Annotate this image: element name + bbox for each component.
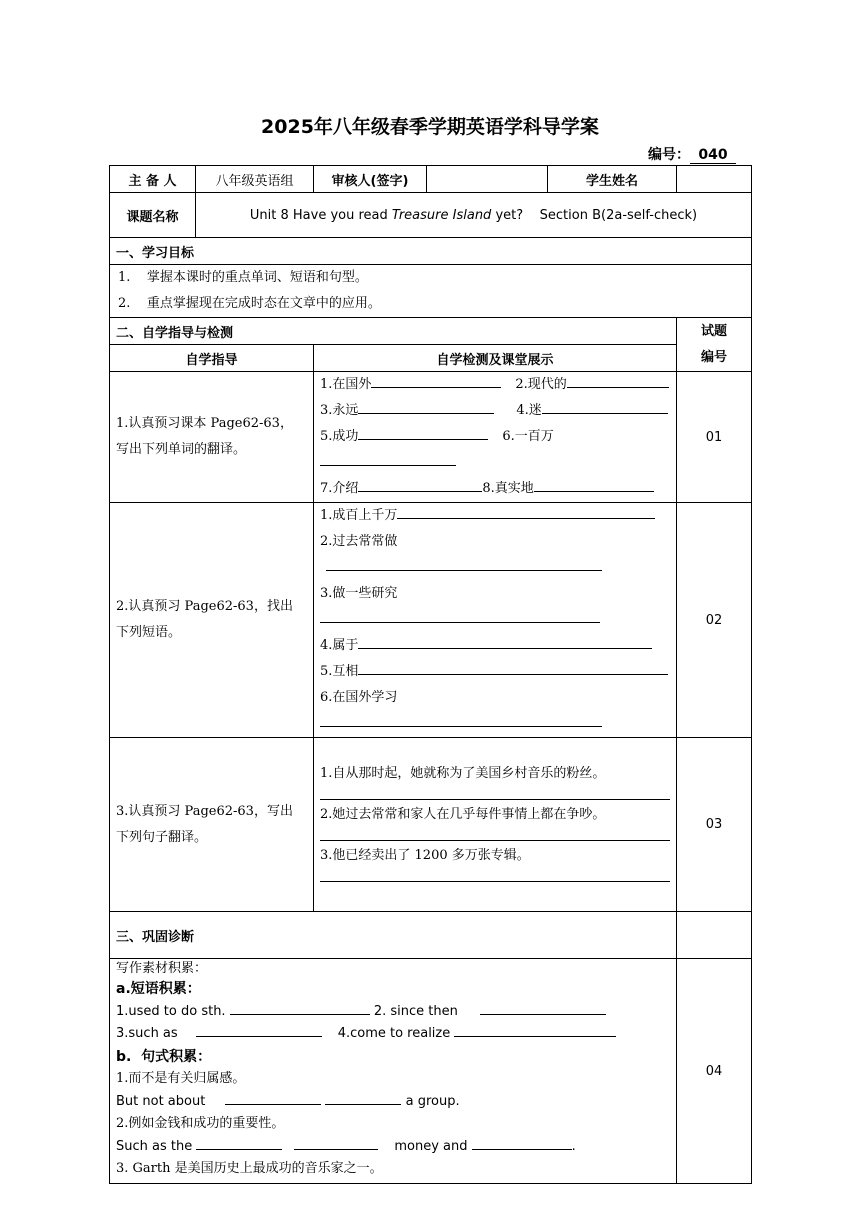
- page-title: 2025年八年级春季学期英语学科导学案: [261, 116, 599, 138]
- answer-blank[interactable]: [567, 373, 669, 388]
- learning-goals: [110, 265, 752, 318]
- answer-blank[interactable]: [358, 660, 668, 675]
- section2-heading: 二、自学指导与检测: [110, 318, 677, 345]
- phrase-item: 4.属于: [320, 638, 359, 653]
- phrase-prompt: 2. since then: [373, 1003, 458, 1019]
- phrase-prompt: 1.used to do sth.: [116, 1003, 226, 1019]
- guide-phrases: 2.认真预习 Page62-63，找出下列短语。: [110, 503, 314, 738]
- answer-blank[interactable]: [358, 399, 494, 414]
- question-id: 04: [677, 959, 752, 1184]
- answer-blank[interactable]: [196, 1136, 282, 1150]
- phrase-prompt: 3.such as: [116, 1026, 178, 1041]
- sentence-item: 1.自从那时起，她就称为了美国乡村音乐的粉丝。: [320, 766, 606, 781]
- answer-blank[interactable]: [397, 504, 655, 519]
- sentence-item: 2.她过去常常和家人在几乎每件事情上都在争吵。: [320, 807, 606, 822]
- answer-line[interactable]: [320, 869, 670, 882]
- word-item: 3.永远: [320, 403, 359, 418]
- phrase-item: 5.互相: [320, 664, 359, 679]
- question-id: 03: [677, 738, 752, 912]
- answer-blank[interactable]: [326, 556, 602, 571]
- column-header-guide: 自学指导: [110, 345, 314, 372]
- phrase-list: [314, 503, 677, 738]
- sentence-cn: 3. Garth 是美国历史上最成功的音乐家之一。: [116, 1161, 383, 1176]
- phrase-item: 3.做一些研究: [320, 586, 398, 601]
- sentence-prompt: .: [571, 1138, 576, 1154]
- student-name-field[interactable]: [677, 166, 752, 193]
- topic-value: Unit 8 Have you read Treasure Island yet? Section B(2a-self-check): [196, 193, 752, 238]
- answer-blank[interactable]: [542, 399, 668, 414]
- word-translation-list: [314, 372, 677, 503]
- sentence-translation-list: [314, 738, 677, 912]
- word-item: 8.真实地: [482, 481, 534, 496]
- answer-line[interactable]: [320, 787, 670, 800]
- word-item: 2.现代的: [515, 377, 567, 392]
- answer-blank[interactable]: [325, 1091, 401, 1105]
- word-item: 7.介绍: [320, 481, 359, 496]
- lead-label: 主 备 人: [110, 166, 196, 193]
- answer-blank[interactable]: [371, 373, 501, 388]
- topic-label: 课题名称: [110, 193, 196, 238]
- sentence-item: 3.他已经卖出了 1200 多万张专辑。: [320, 848, 530, 863]
- reviewer-signature-field[interactable]: [427, 166, 548, 193]
- answer-blank[interactable]: [225, 1091, 321, 1105]
- answer-blank[interactable]: [358, 634, 652, 649]
- phrase-prompt: 4.come to realize: [337, 1026, 451, 1041]
- answer-blank[interactable]: [196, 1023, 322, 1037]
- sentence-prompt: money and: [394, 1138, 468, 1154]
- answer-blank[interactable]: [320, 451, 456, 466]
- serial-value[interactable]: 040: [690, 147, 736, 164]
- student-label: 学生姓名: [548, 166, 677, 193]
- answer-blank[interactable]: [454, 1023, 616, 1037]
- word-item: 6.一百万: [502, 429, 554, 444]
- sentence-heading: b. 句式积累：: [116, 1048, 212, 1065]
- writing-intro: 写作素材积累：: [116, 961, 208, 976]
- word-item: 4.迷: [516, 403, 542, 418]
- section1-heading: 一、学习目标: [110, 238, 752, 265]
- answer-blank[interactable]: [320, 608, 600, 623]
- column-header-id: 试题 编号: [677, 318, 752, 372]
- answer-blank[interactable]: [534, 477, 654, 492]
- section3-id-empty: [677, 912, 752, 959]
- section3-heading: 三、巩固诊断: [110, 912, 677, 959]
- answer-blank[interactable]: [230, 1001, 370, 1015]
- goal-item: 2. 重点掌握现在完成时态在文章中的应用。: [118, 296, 381, 311]
- phrase-item: 6.在国外学习: [320, 690, 398, 705]
- question-id: 01: [677, 372, 752, 503]
- sentence-prompt: But not about: [116, 1093, 206, 1109]
- serial-number: [648, 144, 736, 164]
- guide-words: 1.认真预习课本 Page62-63，写出下列单词的翻译。: [110, 372, 314, 503]
- goal-item: 1. 掌握本课时的重点单词、短语和句型。: [118, 270, 368, 285]
- reviewer-label: 审核人(签字): [314, 166, 427, 193]
- sentence-cn: 1.而不是有关归属感。: [116, 1071, 246, 1086]
- word-item: 5.成功: [320, 429, 359, 444]
- answer-blank[interactable]: [480, 1001, 606, 1015]
- sentence-cn: 2.例如金钱和成功的重要性。: [116, 1116, 285, 1131]
- question-id: 02: [677, 503, 752, 738]
- phrase-heading: a.短语积累：: [116, 981, 201, 997]
- lead-value: 八年级英语组: [196, 166, 314, 193]
- study-plan-table: [109, 165, 752, 1184]
- phrase-item: 1.成百上千万: [320, 508, 398, 523]
- guide-sentences: 3.认真预习 Page62-63，写出下列句子翻译。: [110, 738, 314, 912]
- answer-blank[interactable]: [472, 1136, 572, 1150]
- answer-blank[interactable]: [294, 1136, 378, 1150]
- answer-blank[interactable]: [320, 712, 602, 727]
- answer-blank[interactable]: [358, 425, 488, 440]
- serial-label: 编号：: [648, 147, 690, 163]
- column-header-check: 自学检测及课堂展示: [314, 345, 677, 372]
- writing-materials: [110, 959, 677, 1184]
- answer-blank[interactable]: [358, 477, 482, 492]
- sentence-prompt: Such as the: [116, 1138, 193, 1154]
- word-item: 1.在国外: [320, 377, 372, 392]
- answer-line[interactable]: [320, 828, 670, 841]
- sentence-prompt: a group.: [405, 1093, 460, 1109]
- phrase-item: 2.过去常常做: [320, 534, 398, 549]
